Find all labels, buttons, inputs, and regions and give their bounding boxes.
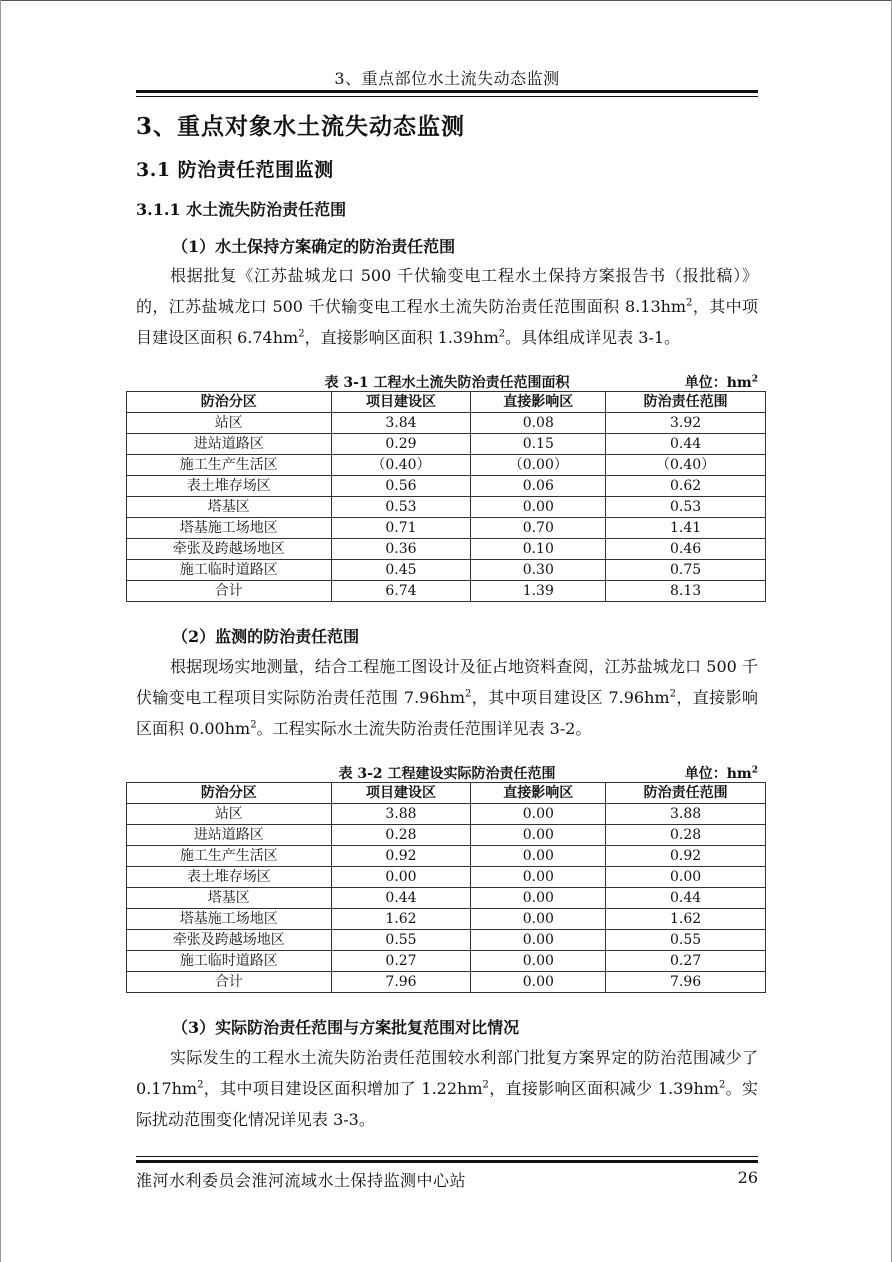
table-cell: 0.00: [471, 804, 606, 825]
table2-col-project-area: 项目建设区: [331, 783, 471, 804]
table2-caption: 表 3-2 工程建设实际防治责任范围: [338, 766, 556, 782]
table-cell: 0.00: [606, 867, 766, 888]
table-cell: 0.00: [471, 497, 606, 518]
table1-caption: 表 3-1 工程水土流失防治责任范围面积: [324, 375, 570, 391]
table1-title: [136, 372, 758, 390]
table-cell: 0.70: [471, 518, 606, 539]
table-cell: 塔基施工场地区: [127, 909, 332, 930]
table-cell: 0.62: [606, 476, 766, 497]
table-cell: 0.71: [331, 518, 471, 539]
table2-unit: 单位：$hm^2$: [684, 765, 758, 782]
table-row: [127, 804, 766, 825]
table-cell: （0.40）: [331, 455, 471, 476]
table-row: [127, 825, 766, 846]
table-cell: 0.44: [606, 434, 766, 455]
paragraph-2: 根据现场实地测量，结合工程施工图设计及征占地资料查阅，江苏盐城龙口 500 千伏输变电工程项目实际防治责任范围 $7.96hm^2$，其中项目建设区 $7.96hm^2$，直接影响区面积 $0.00hm^2$。工程实际水土流失防治责任范围详见表 3-2。: [136, 657, 758, 738]
table-row: [127, 867, 766, 888]
table-cell: 0.55: [331, 930, 471, 951]
table-cell: 0.27: [606, 951, 766, 972]
table-cell: （0.00）: [471, 455, 606, 476]
table-cell: 0.27: [331, 951, 471, 972]
table-cell: 0.92: [331, 846, 471, 867]
table-cell: 0.53: [331, 497, 471, 518]
table-cell: 0.00: [331, 867, 471, 888]
table-cell: 0.00: [471, 846, 606, 867]
table-row: [127, 413, 766, 434]
table-cell: 进站道路区: [127, 434, 332, 455]
table-cell: 0.45: [331, 560, 471, 581]
table-row: [127, 846, 766, 867]
table-cell: 牵张及跨越场地区: [127, 930, 332, 951]
table-cell: 1.39: [471, 581, 606, 602]
table-row: [127, 518, 766, 539]
table-cell: 施工生产生活区: [127, 846, 332, 867]
table-cell: 0.00: [471, 972, 606, 993]
table-cell: 0.00: [471, 930, 606, 951]
table-cell: 0.36: [331, 539, 471, 560]
table-cell: 3.88: [331, 804, 471, 825]
table-cell: 8.13: [606, 581, 766, 602]
table-cell: 施工生产生活区: [127, 455, 332, 476]
header-rule: [136, 90, 758, 93]
table-row: [127, 888, 766, 909]
table1-col-project-area: 项目建设区: [331, 392, 471, 413]
table-row: [127, 951, 766, 972]
table1-unit: 单位：$hm^2$: [684, 374, 758, 391]
table2: [126, 782, 766, 993]
table-cell: 6.74: [331, 581, 471, 602]
table-cell: 1.62: [606, 909, 766, 930]
table-cell: 站区: [127, 804, 332, 825]
table-cell: 0.28: [331, 825, 471, 846]
table-total-row: [127, 972, 766, 993]
table2-col-direct-impact: 直接影响区: [471, 783, 606, 804]
table-row: [127, 434, 766, 455]
table-cell: 0.00: [471, 867, 606, 888]
table2-col-zone: 防治分区: [127, 783, 332, 804]
footer-organization: 淮河水利委员会淮河流域水土保持监测中心站: [136, 1171, 467, 1190]
table-cell: 0.06: [471, 476, 606, 497]
table-cell: 3.88: [606, 804, 766, 825]
chapter-heading: 3、重点对象水土流失动态监测: [136, 113, 466, 140]
table2-header-row: [127, 783, 766, 804]
table-cell: 牵张及跨越场地区: [127, 539, 332, 560]
table-cell: 0.53: [606, 497, 766, 518]
table-cell: 7.96: [606, 972, 766, 993]
table-cell: 0.46: [606, 539, 766, 560]
table-cell: 0.28: [606, 825, 766, 846]
table-cell: 0.08: [471, 413, 606, 434]
table-row: [127, 455, 766, 476]
item-heading-3: （3）实际防治责任范围与方案批复范围对比情况: [172, 1018, 520, 1037]
table-cell: 0.15: [471, 434, 606, 455]
table2-col-responsibility: 防治责任范围: [606, 783, 766, 804]
header-rule-thin: [136, 96, 758, 97]
table-cell: 0.29: [331, 434, 471, 455]
table1-header-row: [127, 392, 766, 413]
table-cell: 施工临时道路区: [127, 951, 332, 972]
table-cell: 合计: [127, 581, 332, 602]
table-cell: 0.00: [471, 825, 606, 846]
table-cell: 合计: [127, 972, 332, 993]
table-cell: 3.84: [331, 413, 471, 434]
table-cell: 0.10: [471, 539, 606, 560]
page-number: 26: [737, 1168, 758, 1187]
table-cell: 施工临时道路区: [127, 560, 332, 581]
table-row: [127, 930, 766, 951]
table-cell: 0.30: [471, 560, 606, 581]
table2-title: [136, 763, 758, 781]
table-cell: 塔基施工场地区: [127, 518, 332, 539]
table-cell: 0.75: [606, 560, 766, 581]
paragraph-3: 实际发生的工程水土流失防治责任范围较水利部门批复方案界定的防治范围减少了 $0.17hm^2$，其中项目建设区面积增加了 $1.22hm^2$，直接影响区面积减少 $1.39hm^2$。实际扰动范围变化情况详见表 3-3。: [136, 1048, 758, 1129]
table-cell: 1.62: [331, 909, 471, 930]
table1-col-direct-impact: 直接影响区: [471, 392, 606, 413]
running-header: 3、重点部位水土流失动态监测: [334, 69, 560, 88]
footer-rule: [136, 1160, 758, 1163]
table-cell: 0.44: [331, 888, 471, 909]
table-cell: 0.56: [331, 476, 471, 497]
table-cell: （0.40）: [606, 455, 766, 476]
item-heading-1: （1）水土保持方案确定的防治责任范围: [172, 237, 456, 256]
table1-col-responsibility: 防治责任范围: [606, 392, 766, 413]
table-cell: 3.92: [606, 413, 766, 434]
table-cell: 0.44: [606, 888, 766, 909]
table-cell: 站区: [127, 413, 332, 434]
page-border-left: [0, 0, 1, 1262]
table-row: [127, 560, 766, 581]
paragraph-1: 根据批复《江苏盐城龙口 500 千伏输变电工程水土保持方案报告书（报批稿）》的，江苏盐城龙口 500 千伏输变电工程水土流失防治责任范围面积 $8.13hm^2$，其中项目建设区面积 $6.74hm^2$，直接影响区面积 $1.39hm^2$。具体组成详见表 3-1。: [136, 266, 758, 347]
table-cell: 0.92: [606, 846, 766, 867]
table-total-row: [127, 581, 766, 602]
subsection-heading: 3.1.1 水土流失防治责任范围: [136, 200, 347, 219]
table1-col-zone: 防治分区: [127, 392, 332, 413]
table-cell: 0.00: [471, 888, 606, 909]
table-cell: 表土堆存场区: [127, 867, 332, 888]
table-row: [127, 539, 766, 560]
table-cell: 7.96: [331, 972, 471, 993]
table-row: [127, 909, 766, 930]
footer-rule-thin: [136, 1156, 758, 1157]
table1: [126, 391, 766, 602]
table-row: [127, 497, 766, 518]
table-cell: 塔基区: [127, 497, 332, 518]
table-cell: 0.55: [606, 930, 766, 951]
table-cell: 塔基区: [127, 888, 332, 909]
section-heading: 3.1 防治责任范围监测: [136, 159, 334, 181]
table-row: [127, 476, 766, 497]
table-cell: 1.41: [606, 518, 766, 539]
table-cell: 0.00: [471, 909, 606, 930]
page-border-top: [0, 0, 892, 1]
table-cell: 进站道路区: [127, 825, 332, 846]
item-heading-2: （2）监测的防治责任范围: [172, 627, 360, 646]
table-cell: 表土堆存场区: [127, 476, 332, 497]
table-cell: 0.00: [471, 951, 606, 972]
